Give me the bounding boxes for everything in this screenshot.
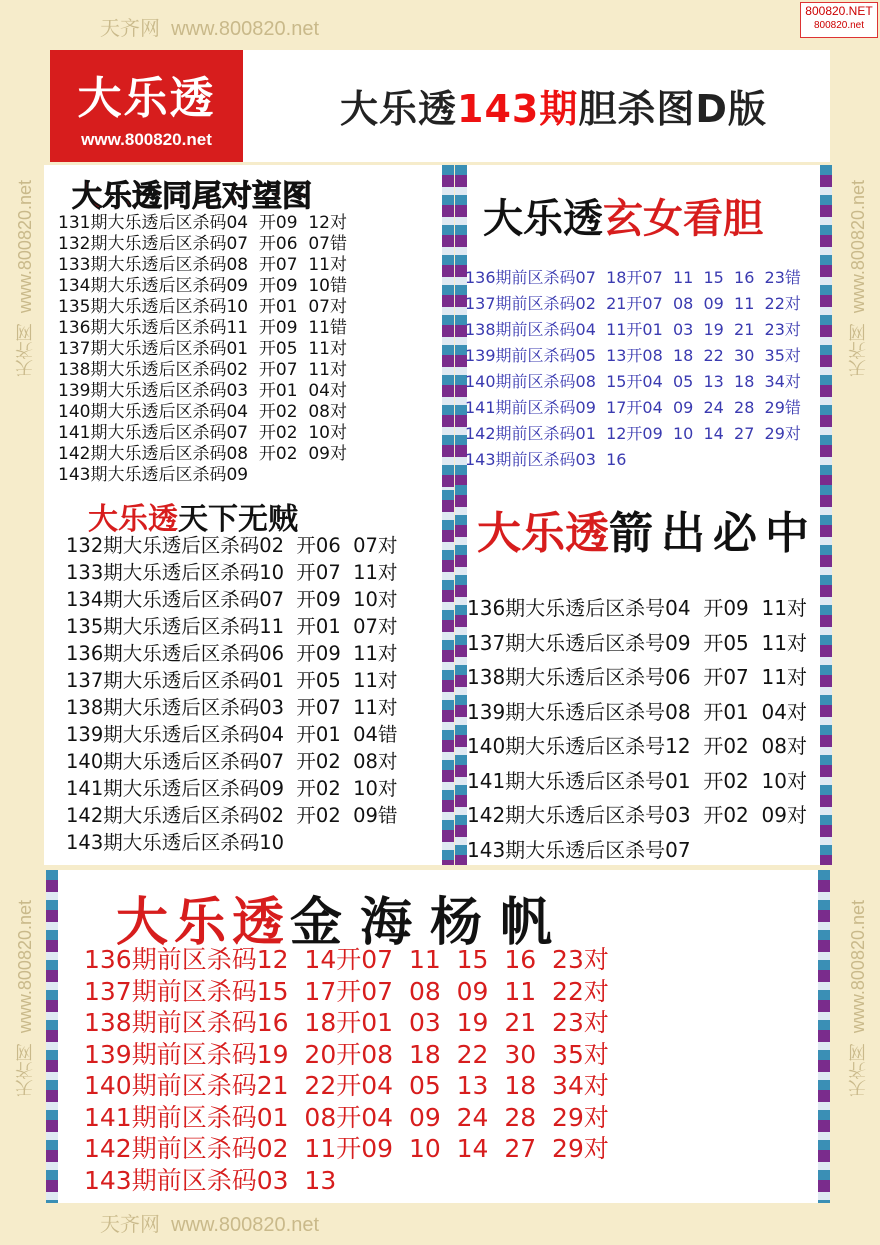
panel-jinhai	[46, 870, 830, 1203]
list-item: 142期大乐透后区杀码08 开02 09对	[58, 444, 347, 464]
list-item: 140期大乐透后区杀号12 开02 08对	[467, 734, 807, 758]
list-item: 140期大乐透后区杀码04 开02 08对	[58, 402, 347, 422]
panel-title: 大乐透同尾对望图	[72, 179, 312, 214]
watermark-right-upper: 天齐网 www.800820.net	[848, 180, 868, 378]
list-item: 133期大乐透后区杀码10 开07 11对	[66, 561, 398, 584]
list-item: 142期大乐透后区杀号03 开02 09对	[467, 803, 807, 827]
watermark-bottom	[100, 1208, 319, 1237]
list-item: 136期大乐透后区杀号04 开09 11对	[467, 596, 807, 620]
data-list	[66, 532, 397, 856]
list-item: 139期前区杀码05 13开08 18 22 30 35对	[465, 346, 801, 365]
watermark-left-upper: 天齐网 www.800820.net	[15, 180, 35, 378]
watermark-url: www.800820.net	[171, 18, 320, 40]
list-item: 143期大乐透后区杀码09	[58, 465, 249, 485]
list-item: 139期大乐透后区杀码04 开01 04错	[66, 723, 398, 746]
list-item: 141期大乐透后区杀码09 开02 10对	[66, 777, 398, 800]
list-item: 138期前区杀码16 18开01 03 19 21 23对	[84, 1008, 609, 1037]
list-item: 138期大乐透后区杀号06 开07 11对	[467, 665, 807, 689]
decorative-border	[455, 485, 467, 865]
list-item: 133期大乐透后区杀码08 开07 11对	[58, 255, 347, 275]
decorative-border	[46, 870, 58, 1203]
list-item: 141期大乐透后区杀码07 开02 10对	[58, 423, 347, 443]
list-item: 142期前区杀码02 11开09 10 14 27 29对	[84, 1134, 609, 1163]
list-item: 136期前区杀码12 14开07 11 15 16 23对	[84, 945, 609, 974]
data-list	[84, 944, 609, 1196]
list-item: 142期大乐透后区杀码02 开02 09错	[66, 804, 398, 827]
watermark-site: 天齐网	[100, 18, 160, 40]
decorative-border	[820, 485, 832, 865]
list-item: 139期大乐透后区杀号08 开01 04对	[467, 699, 807, 724]
data-list	[465, 265, 801, 473]
site-logo[interactable]	[50, 50, 243, 162]
header-banner	[50, 50, 830, 162]
list-item: 143期大乐透后区杀码10	[66, 831, 285, 854]
list-item: 136期前区杀码07 18开07 11 15 16 23错	[465, 268, 801, 287]
list-item: 141期前区杀码01 08开04 09 24 28 29对	[84, 1102, 609, 1132]
watermark-right-lower: 天齐网 www.800820.net	[848, 900, 868, 1098]
list-item: 137期前区杀码15 17开07 08 09 11 22对	[84, 976, 609, 1006]
panel-title: 大乐透金海杨帆	[116, 893, 571, 953]
list-item: 143期大乐透后区杀号07	[467, 837, 691, 862]
list-item: 132期大乐透后区杀码02 开06 07对	[66, 534, 398, 557]
list-item: 137期前区杀码02 21开07 08 09 11 22对	[465, 294, 801, 313]
title-issue: 143期	[457, 87, 579, 131]
corner-badge[interactable]	[800, 2, 878, 38]
logo-text: 大乐透	[77, 73, 216, 124]
logo-url: www.800820.net	[81, 130, 212, 149]
list-item: 139期大乐透后区杀码03 开01 04对	[58, 381, 347, 401]
decorative-border	[442, 490, 454, 865]
decorative-border	[818, 870, 830, 1203]
panel-title: 大乐透玄女看胆	[483, 196, 763, 242]
data-list	[467, 591, 807, 865]
list-item: 137期大乐透后区杀码01 开05 11对	[58, 339, 347, 359]
list-item: 134期大乐透后区杀码07 开09 10对	[66, 588, 398, 611]
list-item: 136期大乐透后区杀码11 开09 11错	[58, 318, 347, 338]
list-item: 142期前区杀码01 12开09 10 14 27 29对	[465, 424, 801, 443]
list-item: 141期大乐透后区杀号01 开02 10对	[467, 768, 807, 793]
watermark-url: www.800820.net	[171, 1214, 320, 1236]
list-item: 139期前区杀码19 20开08 18 22 30 35对	[84, 1039, 609, 1069]
list-item: 138期前区杀码04 11开01 03 19 21 23对	[465, 320, 801, 339]
list-item: 136期大乐透后区杀码06 开09 11对	[66, 642, 398, 665]
data-list	[58, 213, 347, 486]
page-title: 大乐透143期胆杀图D版	[340, 87, 767, 131]
watermark-top	[100, 12, 319, 41]
list-item: 137期大乐透后区杀号09 开05 11对	[467, 630, 807, 655]
badge-line2: 800820.net	[813, 20, 865, 31]
list-item: 131期大乐透后区杀码04 开09 12对	[58, 213, 347, 233]
list-item: 138期大乐透后区杀码03 开07 11对	[66, 696, 398, 719]
list-item: 143期前区杀码03 13	[84, 1165, 337, 1195]
watermark-site: 天齐网	[100, 1214, 160, 1236]
list-item: 140期前区杀码08 15开04 05 13 18 34对	[465, 372, 801, 391]
list-item: 140期前区杀码21 22开04 05 13 18 34对	[84, 1071, 609, 1100]
list-item: 138期大乐透后区杀码02 开07 11对	[58, 360, 347, 380]
list-item: 143期前区杀码03 16	[465, 450, 627, 469]
list-item: 140期大乐透后区杀码07 开02 08对	[66, 750, 398, 773]
panel-title: 大乐透天下无贼	[88, 502, 298, 537]
list-item: 134期大乐透后区杀码09 开09 10错	[58, 276, 347, 296]
badge-line1: 800820.NET	[805, 4, 873, 18]
decorative-border	[820, 165, 832, 485]
decorative-border	[442, 165, 454, 490]
list-item: 132期大乐透后区杀码07 开06 07错	[58, 234, 347, 254]
list-item: 135期大乐透后区杀码10 开01 07对	[58, 297, 347, 317]
panel-jianchu	[455, 485, 832, 865]
watermark-left-lower: 天齐网 www.800820.net	[15, 900, 35, 1098]
panel-tongwei	[44, 165, 454, 490]
panel-title: 大乐透箭出必中	[477, 508, 817, 559]
list-item: 141期前区杀码09 17开04 09 24 28 29错	[465, 398, 801, 417]
panel-tianxia	[44, 490, 454, 865]
list-item: 137期大乐透后区杀码01 开05 11对	[66, 669, 398, 692]
list-item: 135期大乐透后区杀码11 开01 07对	[66, 615, 398, 638]
panel-xuannv	[455, 165, 832, 485]
